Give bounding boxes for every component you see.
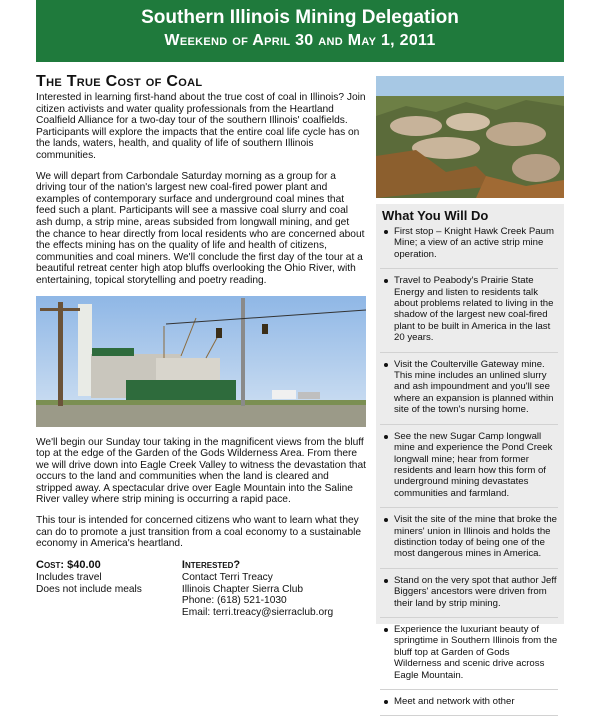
- power-plant-photo: [36, 296, 366, 427]
- what-you-will-do-box: [376, 204, 564, 707]
- contact-name: Contact Terri Treacy: [181, 571, 273, 583]
- sidebar-column: [376, 76, 564, 707]
- list-item: First stop – Knight Hawk Creek Paum Mine; a view of an active strip mine operation.: [380, 226, 558, 269]
- contact-org: Illinois Chapter Sierra Club: [181, 583, 304, 595]
- activity-list: [380, 226, 558, 716]
- list-item: Stand on the very spot that author Jeff Biggers' ancestors were driven from their land by strip mining.: [380, 575, 558, 618]
- contact-phone: Phone: (618) 521-1030: [181, 595, 287, 607]
- list-item: Visit the Coulterville Gateway mine. This mine includes an unlined slurry and ash impoundment and you'll see where an expansion is planned within site of the town's nursing home.: [380, 359, 558, 425]
- contact-email: Email: terri.treacy@sierraclub.org: [181, 607, 334, 619]
- cost-block: [36, 559, 142, 619]
- landscape-photo: [376, 76, 564, 198]
- list-item: Visit the site of the mine that broke the miners' union in Illinois and holds the distinction today of being one of the most dangerous mines in America.: [380, 514, 558, 569]
- info-section: [36, 559, 366, 619]
- list-item: Meet and network with other: [380, 696, 558, 716]
- main-column: [36, 72, 366, 619]
- list-item: See the new Sugar Camp longwall mine and experience the Pond Creek longwall mine; hear from former residents and learn how this form of underground mining devastates communities and farmland.: [380, 431, 558, 508]
- paragraph-purpose: This tour is intended for concerned citizens who want to learn what they can do to promote a just transition from a coal economy to a sustainable economy in America's heartland.: [36, 515, 362, 550]
- cost-label: Cost: $40.00: [36, 558, 101, 571]
- paragraph-saturday: We will depart from Carbondale Saturday morning as a group for a driving tour of the nation's largest new coal-fired power plant and examples of contemporary surface and underground coal mines that feed such a plant. Participants will see a massive coal slurry and coal ash dump, a strip mine, areas subsided from longwall mining, and get the chance to hear directly from local residents who are concerned about the effects mining has on the quality of life and health of citizens, communities and coal miners. We'll conclude the first day of the tour at a beautiful retreat center high atop bluffs overlooking the Ohio River, with entertaining, topical storytelling and poetry reading.: [36, 170, 365, 286]
- list-item: Experience the luxuriant beauty of springtime in Southern Illinois from the bluff top at Garden of Gods Wilderness and scenic drive across Eagle Mountain.: [380, 624, 558, 690]
- header-banner: [36, 0, 564, 62]
- paragraph-intro: Interested in learning first-hand about the true cost of coal in Illinois? Join citizen activists and water quality professionals from the Heartland Coalfield Alliance for a two-day tour of the southern Illinois' coalfields. Participants will explore the impacts that the entire coal life cycle has on the lands, waters, health, and quality of life of southern Illinois communities.: [36, 92, 366, 161]
- cost-line: Does not include meals: [36, 583, 142, 595]
- banner-subtitle: Weekend of April 30 and May 1, 2011: [164, 32, 436, 49]
- banner-title: Southern Illinois Mining Delegation: [141, 7, 459, 28]
- paragraph-sunday: We'll begin our Sunday tour taking in the magnificent views from the bluff top at the edge of the Garden of the Gods Wilderness Area. From there we will drive down into Eagle Creek Valley to witness the devastation that occurs to the land and communities when the land is cleared and stripped away. A spectacular drive over Eagle Mountain into the Saline River valley where strip mining is occurring a rapid pace.: [36, 436, 366, 506]
- list-item: Travel to Peabody's Prairie State Energy and listen to residents talk about problems related to living in the shadow of the largest new coal-fired plant to be built in America in the last 20 years.: [380, 275, 558, 352]
- cost-line: Includes travel: [36, 571, 102, 583]
- contact-label: Interested?: [181, 558, 241, 571]
- contact-block: [182, 559, 333, 619]
- sidebar-heading: What You Will Do: [382, 208, 489, 223]
- article-title: The True Cost of Coal: [36, 73, 203, 90]
